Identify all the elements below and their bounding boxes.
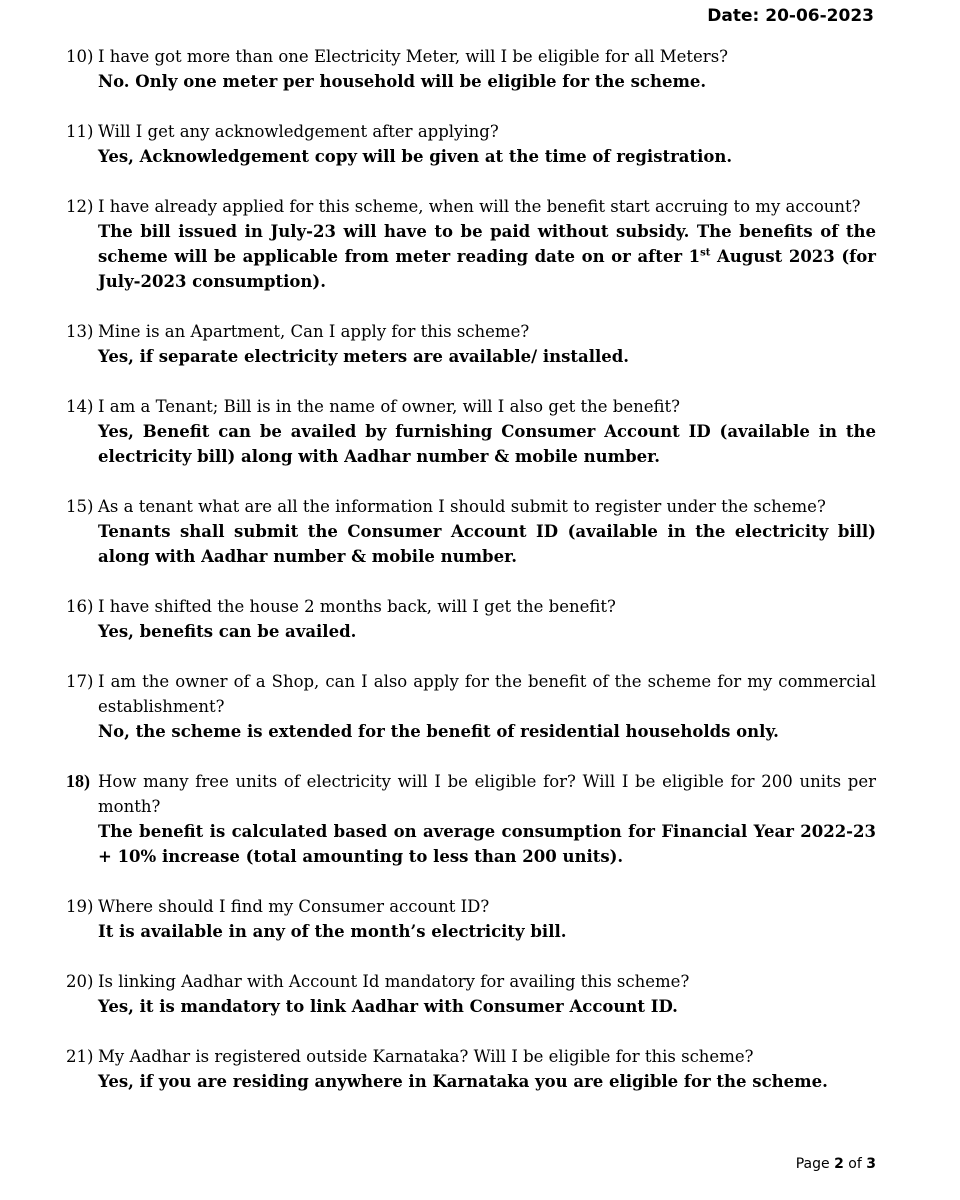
faq-answer: Yes, Acknowledgement copy will be given at the time of registration. (98, 147, 733, 166)
faq-number: 21) (66, 1047, 94, 1066)
faq-item-15 (66, 494, 876, 569)
faq-number: 10) (66, 47, 94, 66)
faq-question: Where should I find my Consumer account ID? (98, 897, 490, 916)
faq-answer: No. Only one meter per household will be eligible for the scheme. (98, 72, 707, 91)
faq-answer: Yes, benefits can be availed. (98, 622, 357, 641)
faq-answer: Yes, if you are residing anywhere in Karnataka you are eligible for the scheme. (98, 1072, 828, 1091)
faq-item-10 (66, 44, 876, 94)
faq-number: 12) (66, 197, 94, 216)
faq-question: I have already applied for this scheme, when will the benefit start accruing to my account? (98, 197, 861, 216)
faq-question: Will I get any acknowledgement after applying? (98, 122, 499, 141)
faq-item-13 (66, 319, 876, 369)
faq-item-18 (66, 769, 876, 869)
faq-answer: Yes, if separate electricity meters are available/ installed. (98, 347, 630, 366)
faq-question: I have got more than one Electricity Meter, will I be eligible for all Meters? (98, 47, 729, 66)
faq-answer: Yes, Benefit can be availed by furnishing Consumer Account ID (available in the electricity bill) along with Aadhar number & mobile number. (98, 422, 876, 466)
faq-question: How many free units of electricity will I be eligible for? Will I be eligible for 200 units per month? (98, 772, 876, 816)
ordinal-superscript: st (700, 247, 711, 259)
faq-answer: Tenants shall submit the Consumer Account ID (available in the electricity bill) along with Aadhar number & mobile number. (98, 522, 876, 566)
page-of: of (848, 1156, 862, 1172)
document-date: Date: 20-06-2023 (707, 6, 874, 26)
faq-question: I am the owner of a Shop, can I also apply for the benefit of the scheme for my commercial establishment? (98, 672, 876, 716)
faq-number: 19) (66, 897, 94, 916)
faq-answer (98, 219, 876, 294)
faq-question: Is linking Aadhar with Account Id mandatory for availing this scheme? (98, 972, 690, 991)
faq-number: 15) (66, 497, 94, 516)
faq-question: As a tenant what are all the information I should submit to register under the scheme? (98, 497, 826, 516)
faq-item-16 (66, 594, 876, 644)
faq-item-21 (66, 1044, 876, 1094)
faq-question: My Aadhar is registered outside Karnataka? Will I be eligible for this scheme? (98, 1047, 754, 1066)
faq-answer-part: August 2023 (for July-2023 consumption). (98, 247, 876, 291)
faq-item-19 (66, 894, 876, 944)
faq-answer: Yes, it is mandatory to link Aadhar with Consumer Account ID. (98, 997, 678, 1016)
faq-number: 17) (66, 672, 94, 691)
faq-answer: No, the scheme is extended for the benefit of residential households only. (98, 722, 779, 741)
faq-number: 14) (66, 397, 94, 416)
faq-number: 11) (66, 122, 94, 141)
faq-item-20 (66, 969, 876, 1019)
faq-question: I have shifted the house 2 months back, will I get the benefit? (98, 597, 616, 616)
faq-item-17 (66, 669, 876, 744)
page-total: 3 (866, 1156, 876, 1172)
faq-item-11 (66, 119, 876, 169)
faq-item-12 (66, 194, 876, 294)
page-current: 2 (834, 1156, 844, 1172)
faq-number: 20) (66, 972, 94, 991)
faq-item-14 (66, 394, 876, 469)
faq-question: Mine is an Apartment, Can I apply for this scheme? (98, 322, 530, 341)
faq-number: 16) (66, 597, 94, 616)
faq-number: 18) (66, 771, 90, 791)
faq-number: 13) (66, 322, 94, 341)
faq-answer-part: The bill issued in July-23 will have to be paid without subsidy. The benefits of the scheme will be applicable from meter reading date on or after 1 (98, 222, 876, 266)
page-word: Page (795, 1156, 830, 1172)
faq-list (66, 44, 876, 1094)
page-number (796, 1156, 876, 1172)
faq-answer: The benefit is calculated based on average consumption for Financial Year 2022-23 + 10% increase (total amounting to less than 200 units). (98, 822, 876, 866)
faq-question: I am a Tenant; Bill is in the name of owner, will I also get the benefit? (98, 397, 681, 416)
faq-answer: It is available in any of the month’s electricity bill. (98, 922, 567, 941)
